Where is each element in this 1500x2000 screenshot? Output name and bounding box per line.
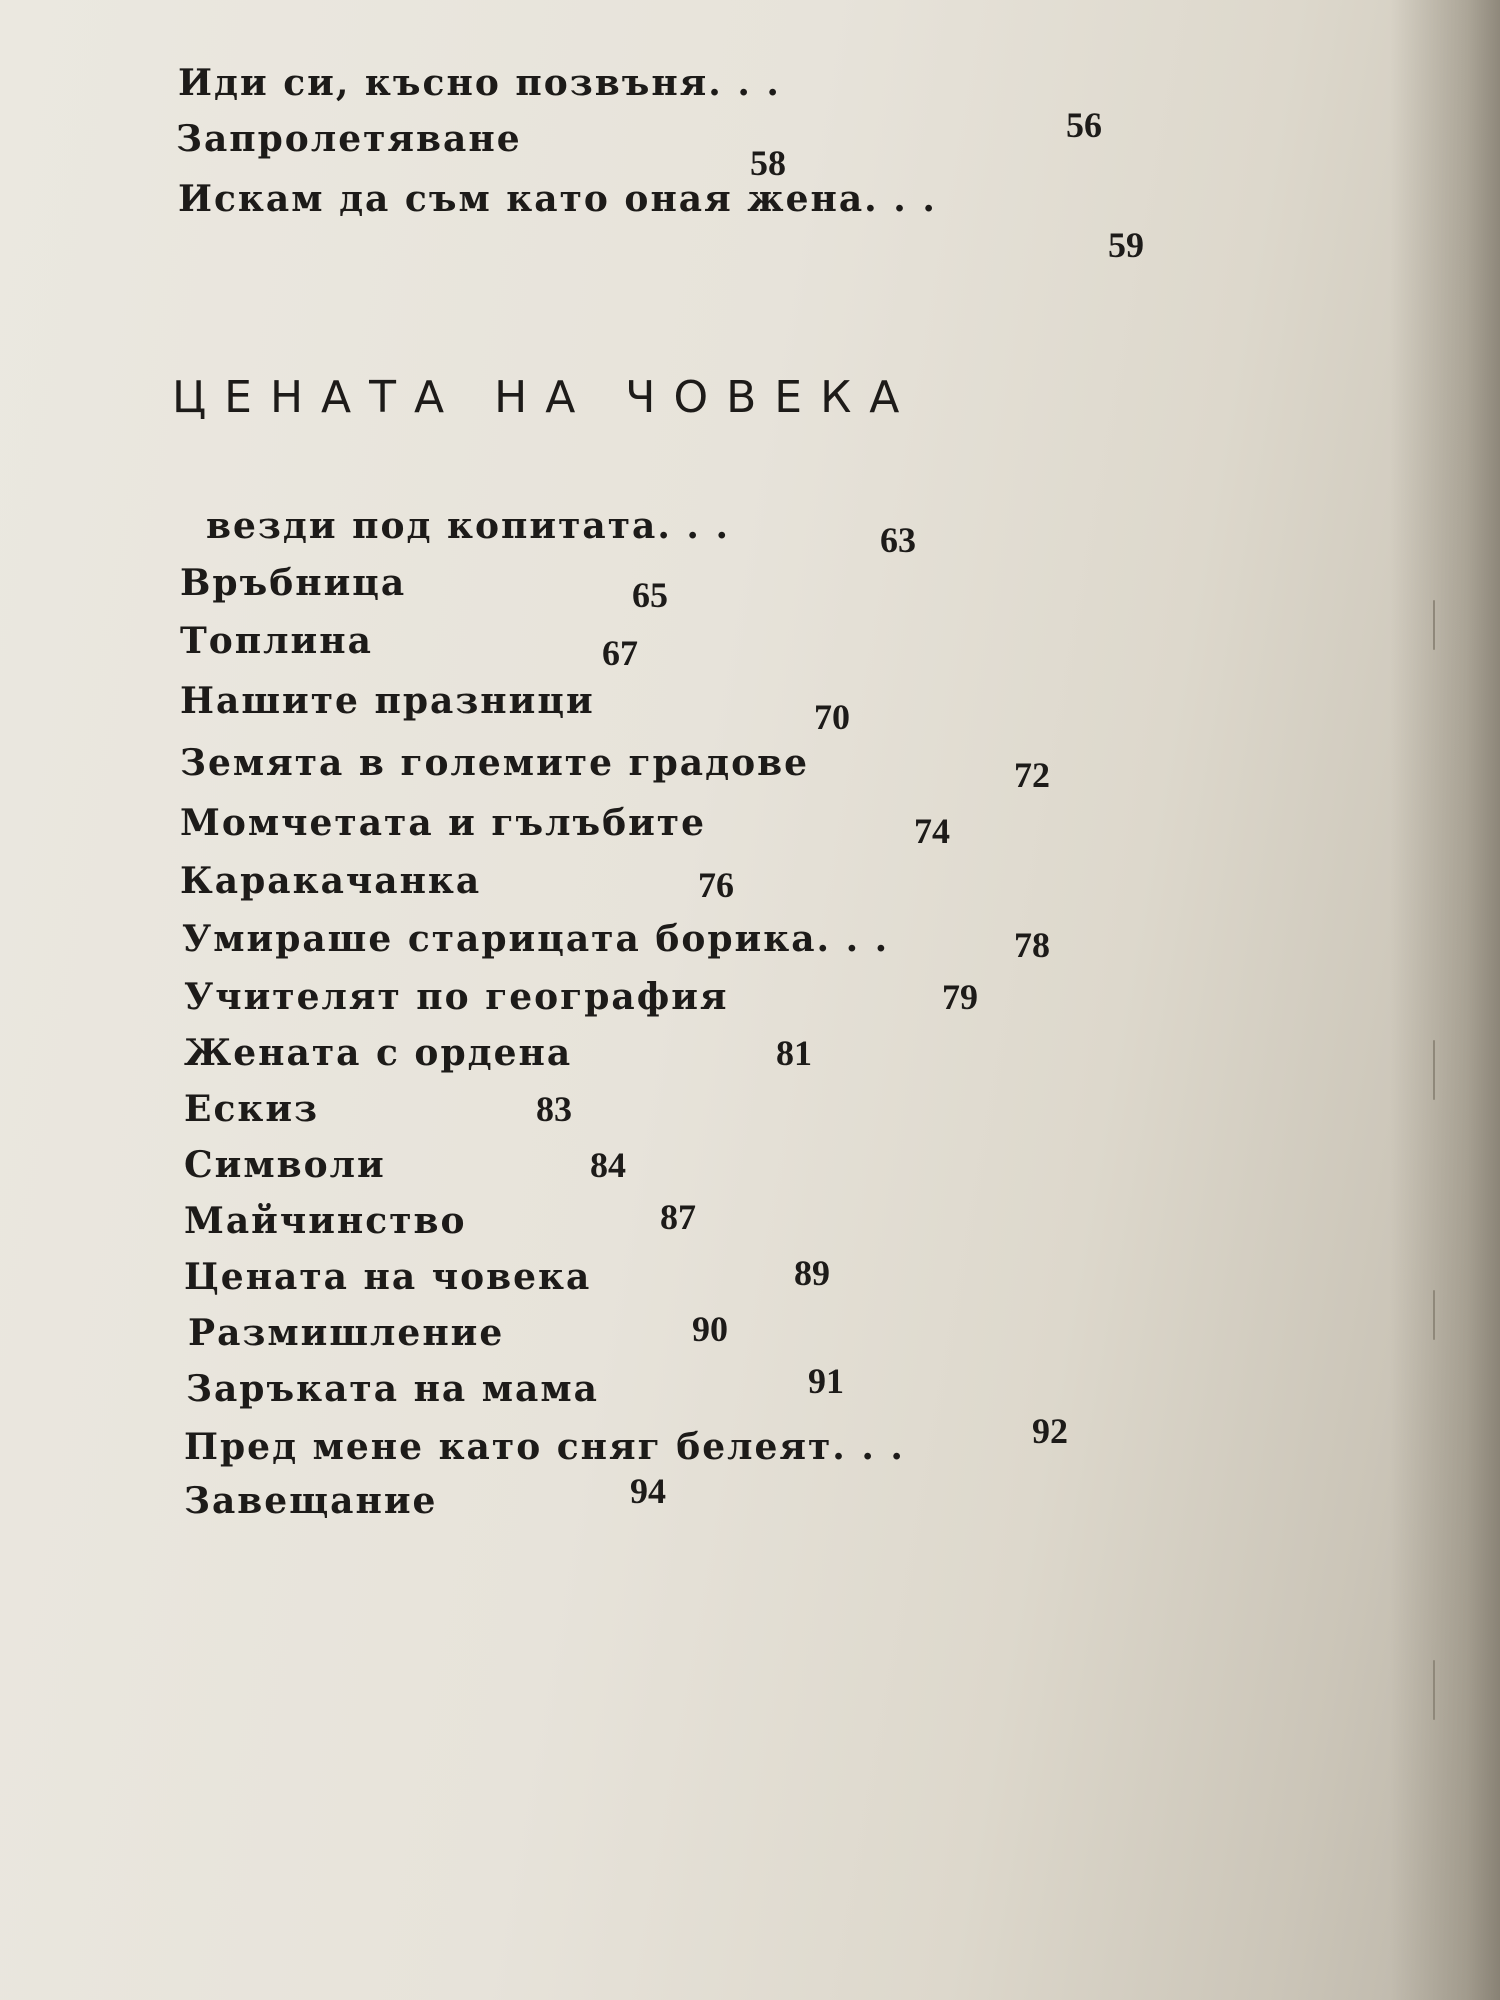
toc-entry (184, 1032, 1084, 1076)
toc-entry-page: 81 (776, 1033, 812, 1073)
toc-entry-title: Размишление (188, 1312, 505, 1354)
toc-entry (184, 1144, 1084, 1188)
toc-entry-page: 63 (880, 520, 916, 560)
toc-entry-title: Пред мене като сняг белеят. . . (184, 1426, 905, 1468)
toc-entry (180, 802, 1080, 851)
section-title: ЦЕНАТА НА ЧОВЕКА (172, 372, 918, 423)
toc-entry (180, 742, 1080, 795)
toc-entry-page: 74 (914, 811, 950, 851)
toc-entry-title: Умираше старицата борика. . . (182, 918, 890, 960)
toc-entry (184, 1088, 1084, 1132)
toc-entry-title: Майчинство (184, 1200, 467, 1242)
toc-entry (182, 918, 1082, 965)
toc-entry (180, 860, 1080, 904)
toc-entry-page: 91 (808, 1361, 844, 1401)
toc-entry-page: 72 (1014, 755, 1050, 795)
toc-entry (184, 1471, 1084, 1524)
toc-entry-page: 90 (692, 1309, 728, 1349)
toc-entry-title: Каракачанка (180, 860, 482, 902)
toc-entry-title: Връбница (180, 562, 407, 604)
toc-entry (206, 505, 1106, 560)
toc-entry-title: Искам да съм като оная жена. . . (178, 178, 937, 220)
toc-entry-page: 67 (602, 633, 638, 673)
toc-entry-title: Момчетата и гълъбите (180, 802, 707, 844)
toc-entry (184, 1411, 1084, 1470)
toc-entry-page: 70 (814, 697, 850, 737)
binding-stitch (1433, 1290, 1435, 1340)
toc-entry-page: 83 (536, 1089, 572, 1129)
toc-entry (176, 118, 1176, 183)
toc-entry-page: 65 (632, 575, 668, 615)
page-edge-shadow (1390, 0, 1500, 2000)
toc-entry (186, 1361, 1086, 1412)
toc-entry-page: 92 (1032, 1411, 1068, 1451)
binding-stitch (1433, 1660, 1435, 1720)
toc-entry (184, 976, 1084, 1020)
toc-entry (180, 620, 1080, 673)
toc-entry-title: Иди си, късно позвъня. . . (178, 62, 781, 104)
toc-entry-title: Нашите празници (180, 680, 595, 722)
toc-entry-page: 87 (660, 1197, 696, 1237)
toc-entry (178, 178, 1178, 265)
toc-entry (184, 1197, 1084, 1244)
toc-entry-title: Цената на човека (184, 1256, 592, 1298)
toc-entry-title: Заръката на мама (186, 1368, 599, 1410)
toc-entry-title: Ескиз (184, 1088, 320, 1130)
toc-entry-title: Топлина (180, 620, 373, 662)
toc-entry-page: 59 (1108, 225, 1144, 265)
toc-entry-page: 58 (750, 143, 786, 183)
toc-entry-title: Учителят по география (184, 976, 729, 1018)
toc-entry-title: Символи (184, 1144, 386, 1186)
toc-entry-title: Земята в големите градове (180, 742, 810, 784)
toc-entry-title: Жената с ордена (184, 1032, 573, 1074)
toc-entry-page: 56 (1066, 105, 1102, 145)
toc-entry-title: везди под копитата. . . (206, 505, 731, 547)
binding-stitch (1433, 1040, 1435, 1100)
toc-entry-page: 84 (590, 1145, 626, 1185)
toc-entry (184, 1253, 1084, 1300)
toc-entry (180, 562, 1080, 615)
toc-entry-page: 76 (698, 865, 734, 905)
toc-entry (188, 1309, 1088, 1356)
toc-entry-title: Завещание (184, 1480, 438, 1522)
toc-entry (180, 680, 1080, 737)
toc-entry-page: 89 (794, 1253, 830, 1293)
toc-entry-page: 79 (942, 977, 978, 1017)
toc-entry-page: 78 (1014, 925, 1050, 965)
toc-entry-title: Запролетяване (176, 118, 522, 160)
toc-entry-page: 94 (630, 1471, 666, 1511)
binding-stitch (1433, 600, 1435, 650)
